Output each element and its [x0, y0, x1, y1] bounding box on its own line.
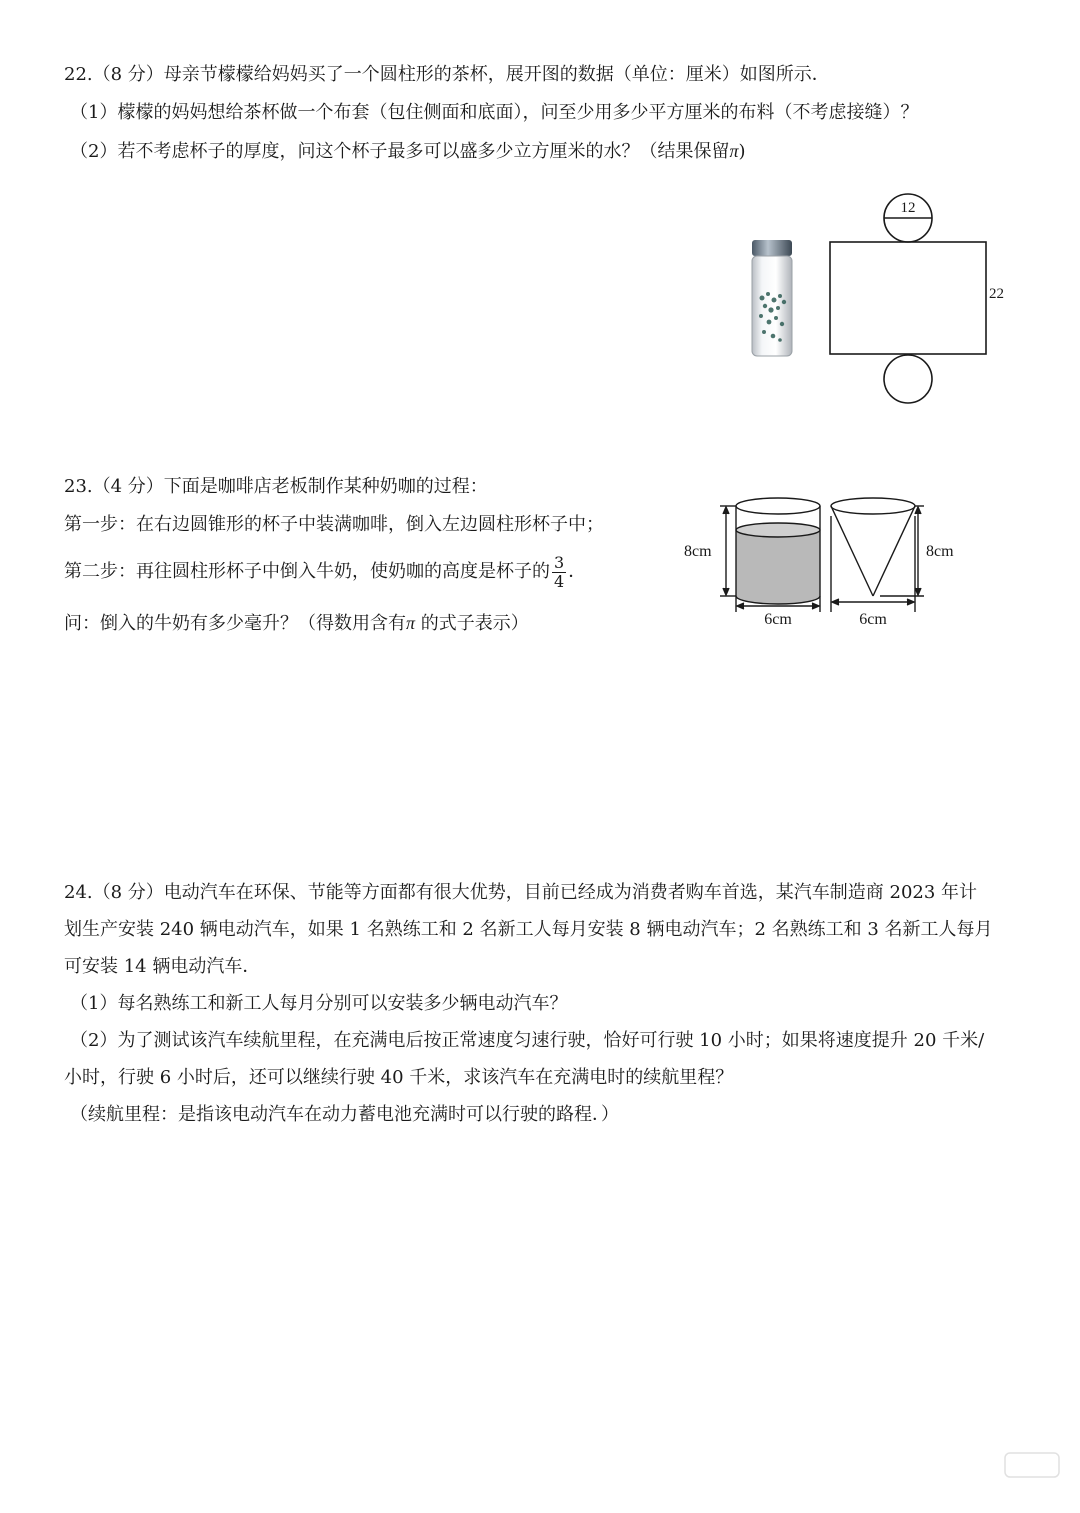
bottom-circle [884, 355, 932, 403]
q24-part1: （1）每名熟练工和新工人每月分别可以安装多少辆电动汽车？ [70, 993, 568, 1014]
q24-line3: 可安装 14 辆电动汽车． [64, 956, 261, 977]
q22-header: 22.（8 分）母亲节檬檬给妈妈买了一个圆柱形的茶杯，展开图的数据（单位：厘米）如图所示． [64, 64, 830, 85]
fraction-numerator: 3 [554, 552, 565, 572]
diameter-label: 12 [900, 200, 916, 216]
tea-cup-image [752, 240, 792, 356]
cylinder-width-label: 6cm [764, 611, 792, 628]
q22-part1: （1）檬檬的妈妈想给茶杯做一个布套（包住侧面和底面），问至少用多少平方厘米的布料（不考虑接缝）？ [70, 102, 919, 123]
pi-symbol: π [729, 141, 739, 161]
cone-width-dimension [831, 516, 915, 612]
q24-part2-line2: 小时，行驶 6 小时后，还可以继续行驶 40 千米，求该汽车在充满电时的续航里程？ [64, 1067, 734, 1088]
q24-line2: 划生产安装 240 辆电动汽车，如果 1 名熟练工和 2 名新工人每月安装 8 辆电动汽车；2 名熟练工和 3 名新工人每月 [64, 919, 993, 940]
corner-watermark-logo [1004, 1452, 1060, 1478]
q23-step2-prefix: 第二步：再往圆柱形杯子中倒入牛奶，使奶咖的高度是杯子的 [64, 561, 550, 582]
q24-line1: 24.（8 分）电动汽车在环保、节能等方面都有很大优势，目前已经成为消费者购车首选，某汽车制造商 2023 年计 [64, 882, 978, 903]
q23-step1: 第一步：在右边圆锥形的杯子中装满咖啡，倒入左边圆柱形杯子中； [64, 514, 604, 535]
q22-part2-suffix: ) [738, 141, 746, 162]
cone-cup [831, 498, 915, 596]
pi-symbol: π [406, 613, 416, 633]
q24-note: （续航里程：是指该电动汽车在动力蓄电池充满时可以行驶的路程．） [70, 1104, 619, 1125]
cylinder-height-label: 8cm [684, 543, 712, 560]
cylinder-height-dimension [720, 506, 736, 596]
q23-question-prefix: 问：倒入的牛奶有多少毫升？（得数用含有 [64, 613, 406, 634]
fraction-three-quarters [552, 552, 566, 591]
q23-step2-suffix: ． [568, 561, 587, 582]
q22-part2-prefix: （2）若不考虑杯子的厚度，问这个杯子最多可以盛多少立方厘米的水？（结果保留 [70, 141, 730, 162]
q22-part2 [70, 140, 746, 163]
q22-figure [740, 190, 1040, 410]
cone-width-label: 6cm [859, 611, 887, 628]
q24-part2-line1: （2）为了测试该汽车续航里程，在充满电后按正常速度匀速行驶，恰好可行驶 10 小时；如果将速度提升 20 千米/ [70, 1030, 985, 1051]
q23-step2 [64, 552, 586, 592]
cylinder-net [830, 194, 986, 403]
q23-header: 23.（4 分）下面是咖啡店老板制作某种奶咖的过程： [64, 476, 488, 497]
cylinder-cup [736, 498, 820, 604]
q23-figure [680, 490, 980, 635]
lateral-rectangle [830, 242, 986, 354]
q23-question-suffix: 的式子表示） [415, 613, 529, 634]
cone-height-label: 8cm [926, 543, 954, 560]
q23-question [64, 612, 529, 635]
cone-height-dimension [880, 506, 924, 596]
height-label: 22 [989, 286, 1004, 302]
fraction-denominator: 4 [554, 571, 565, 591]
